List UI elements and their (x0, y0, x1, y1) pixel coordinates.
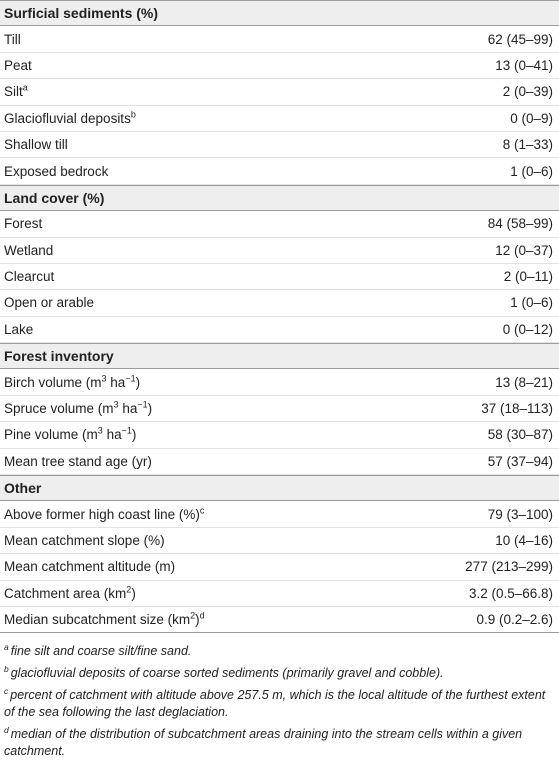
table-row (0, 26, 559, 52)
table-row (0, 422, 559, 448)
row-label: Glaciofluvial deposits$^b$ (4, 109, 136, 126)
footnote-marker: a (22, 82, 28, 93)
section-title: Forest inventory (4, 348, 114, 365)
table-row (0, 554, 559, 580)
row-value: 0.9 (0.2–2.6) (476, 612, 553, 628)
footnote-text: glaciofluvial deposits of coarse sorted sediments (primarily gravel and cobble). (10, 666, 444, 681)
row-value: 58 (30–87) (487, 427, 553, 443)
section-title: Other (4, 480, 42, 497)
row-label: Catchment area $(km^2)$ (4, 584, 136, 601)
table-row (0, 290, 559, 316)
row-label: Mean catchment slope (%) (4, 533, 165, 548)
footnote (4, 643, 553, 660)
table-row (0, 449, 559, 475)
row-value: 1 (0–6) (510, 295, 553, 311)
row-value: 8 (1–33) (502, 137, 553, 153)
row-value: 277 (213–299) (465, 559, 553, 575)
section-title: Land cover (%) (4, 189, 105, 206)
row-value: 12 (0–37) (495, 242, 553, 258)
row-value: 2 (0–11) (503, 269, 553, 285)
row-value: 57 (37–94) (487, 453, 553, 469)
footnote-marker: d (199, 610, 205, 621)
row-label: Above former high coast line (%)$^c$ (4, 505, 205, 522)
table-row (0, 396, 559, 422)
row-value: 13 (0–41) (495, 57, 553, 73)
table-row (0, 528, 559, 554)
table-row (0, 106, 559, 132)
row-label: Pine volume ($m^3$ $ha^{-1}$) (4, 425, 137, 443)
row-label: Birch volume ($m^3$ $ha^{-1}$) (4, 373, 141, 390)
row-label: Till (4, 31, 21, 47)
footnote-text: percent of catchment with altitude above 257.5 m, which is the local altitude of the furthest extent of the sea following the last deglaciation. (4, 688, 546, 720)
footnote-mark: d (4, 725, 9, 736)
footnote-text: fine silt and coarse silt/fine sand. (10, 644, 192, 659)
row-value: 79 (3–100) (487, 506, 553, 522)
table-row (0, 501, 559, 527)
row-value: 3.2 (0.5–66.8) (468, 585, 553, 601)
section-header-land-cover (0, 185, 559, 211)
row-value: 37 (18–113) (481, 401, 553, 417)
row-label: Mean tree stand age (yr) (4, 453, 152, 469)
row-value: 0 (0–9) (510, 110, 553, 126)
footnote-mark: a (4, 642, 9, 653)
table-row (0, 79, 559, 105)
section-title: Surficial sediments (%) (4, 5, 159, 22)
footnotes (0, 633, 559, 760)
footnote-marker: b (130, 109, 136, 120)
footnote-mark: b (4, 664, 9, 675)
row-value: 62 (45–99) (487, 31, 553, 47)
footnote (4, 687, 553, 721)
row-label: Clearcut (4, 269, 55, 285)
table-row (0, 158, 559, 184)
table-row (0, 581, 559, 607)
row-value: 1 (0–6) (510, 163, 553, 179)
row-value: 10 (4–16) (495, 533, 553, 548)
table-row (0, 238, 559, 264)
table-row (0, 132, 559, 158)
table-row (0, 53, 559, 79)
row-label: Lake (4, 321, 34, 337)
footnote-text: median of the distribution of subcatchment areas draining into the stream cells within a given catchment. (4, 727, 523, 759)
table-row (0, 264, 559, 290)
row-value: 13 (8–21) (495, 374, 553, 390)
footnote-marker: c (199, 505, 205, 516)
row-value: 0 (0–12) (502, 321, 553, 337)
row-label: Exposed bedrock (4, 163, 109, 179)
row-label: Mean catchment altitude (m) (4, 559, 176, 575)
section-header-surficial-sediments (0, 0, 559, 26)
table-row (0, 607, 559, 633)
section-header-forest-inventory (0, 343, 559, 369)
row-label: Peat (4, 57, 32, 73)
footnote (4, 726, 553, 760)
footnote (4, 665, 553, 682)
row-label: Median subcatchment size $(km^2)^d$ (4, 610, 205, 628)
row-label: Wetland (4, 242, 54, 258)
row-label: Forest (4, 216, 43, 232)
row-label: Open or arable (4, 295, 95, 311)
table-row (0, 369, 559, 395)
row-label: Shallow till (4, 137, 68, 153)
row-label: Spruce volume ($m^3$ $ha^{-1}$) (4, 399, 153, 417)
row-value: 84 (58–99) (487, 216, 553, 232)
table-row (0, 211, 559, 237)
section-header-other (0, 475, 559, 501)
footnote-mark: c (4, 686, 9, 697)
row-value: 2 (0–39) (502, 84, 553, 100)
row-label: Silt$^a$ (4, 82, 28, 100)
table-row (0, 317, 559, 343)
